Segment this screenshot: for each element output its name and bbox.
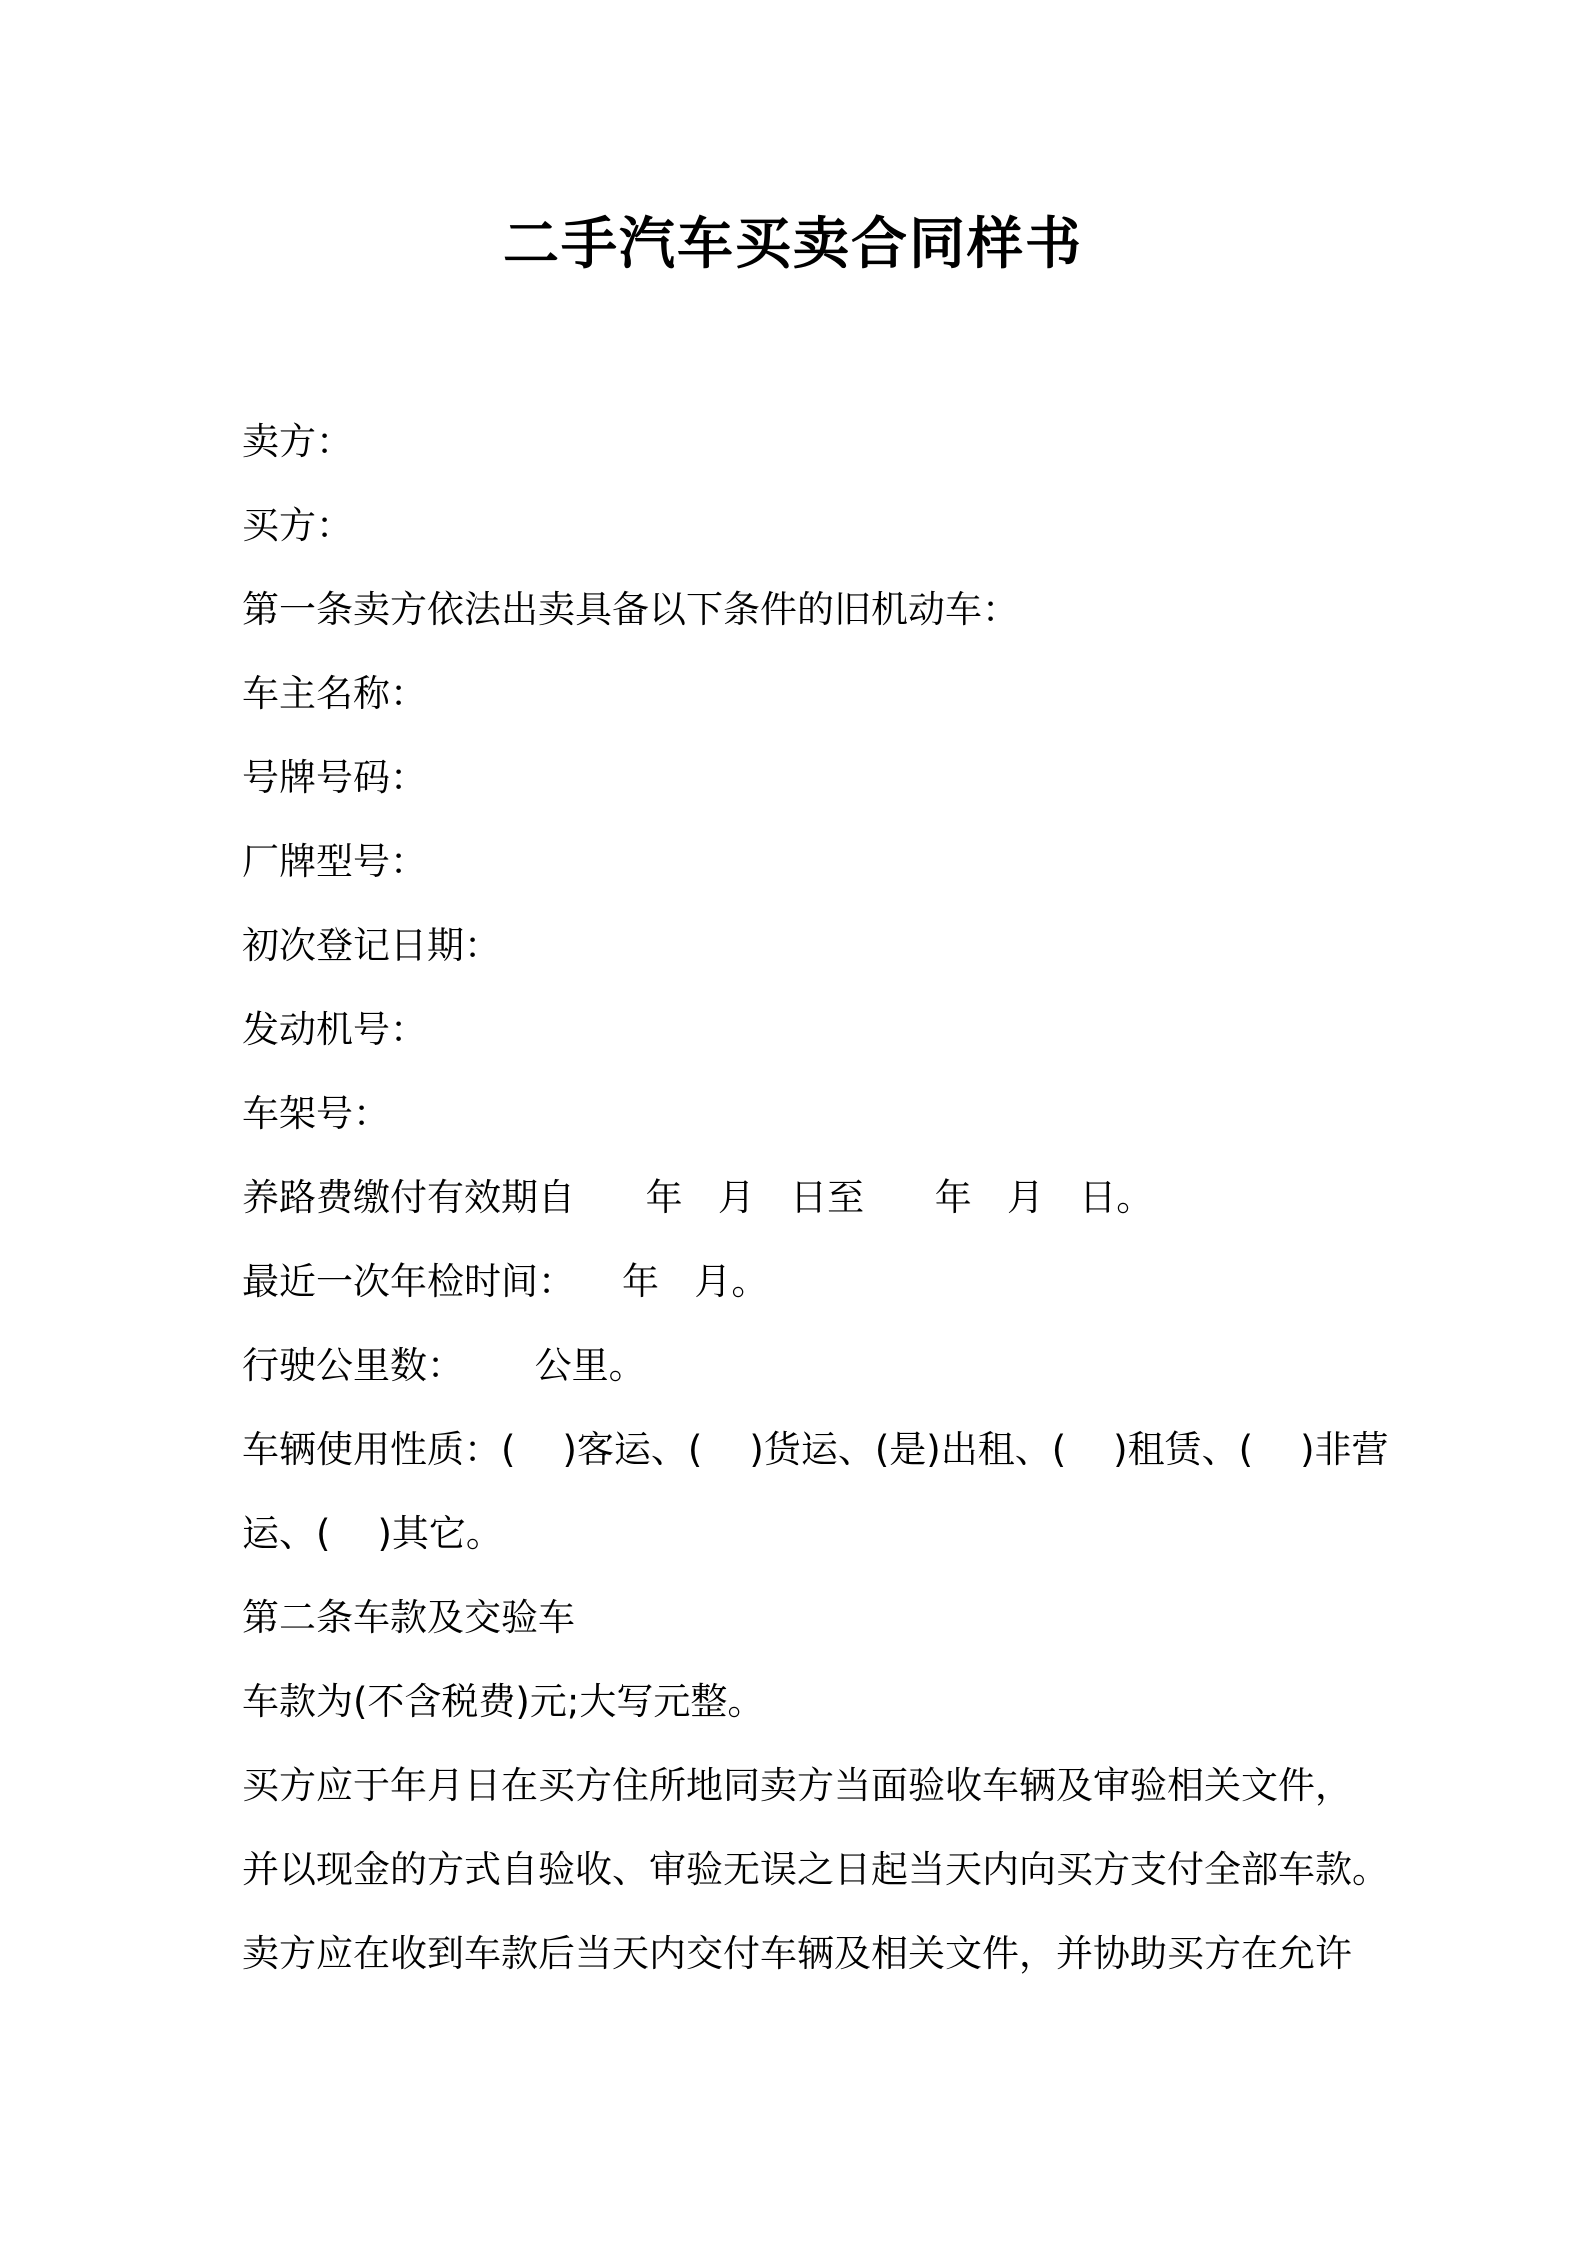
document-title: 二手汽车买卖合同样书 [503,212,1083,277]
vehicle-use-line-continued: 运、( )其它。 [242,1512,503,1555]
plate-number-line: 号牌号码： [242,756,427,799]
payment-clause-line: 并以现金的方式自验收、审验无误之日起当天内向买方支付全部车款。 [242,1848,1389,1891]
document-body [242,400,1389,1996]
owner-name-line: 车主名称： [242,672,427,715]
price-line: 车款为(不含税费)元;大写元整。 [242,1680,765,1723]
mileage-line: 行驶公里数： 公里。 [242,1344,646,1387]
inspection-clause-line: 买方应于年月日在买方住所地同卖方当面验收车辆及审验相关文件， [242,1764,1352,1807]
last-inspection-line: 最近一次年检时间： 年 月。 [242,1260,769,1303]
brand-model-line: 厂牌型号： [242,840,427,883]
buyer-line: 买方： [242,504,353,547]
road-fee-validity-line: 养路费缴付有效期自 年 月 日至 年 月 日。 [242,1176,1154,1219]
engine-number-line: 发动机号： [242,1008,427,1051]
frame-number-line: 车架号： [242,1092,390,1135]
vehicle-use-line: 车辆使用性质：( )客运、( )货运、(是)出租、( )租赁、( )非营 [242,1428,1389,1471]
delivery-clause-line: 卖方应在收到车款后当天内交付车辆及相关文件，并协助买方在允许 [242,1932,1352,1975]
first-registration-date-line: 初次登记日期： [242,924,501,967]
seller-line: 卖方： [242,420,353,463]
article-two-heading: 第二条车款及交验车 [242,1596,575,1639]
article-one-heading: 第一条卖方依法出卖具备以下条件的旧机动车： [242,588,1019,631]
